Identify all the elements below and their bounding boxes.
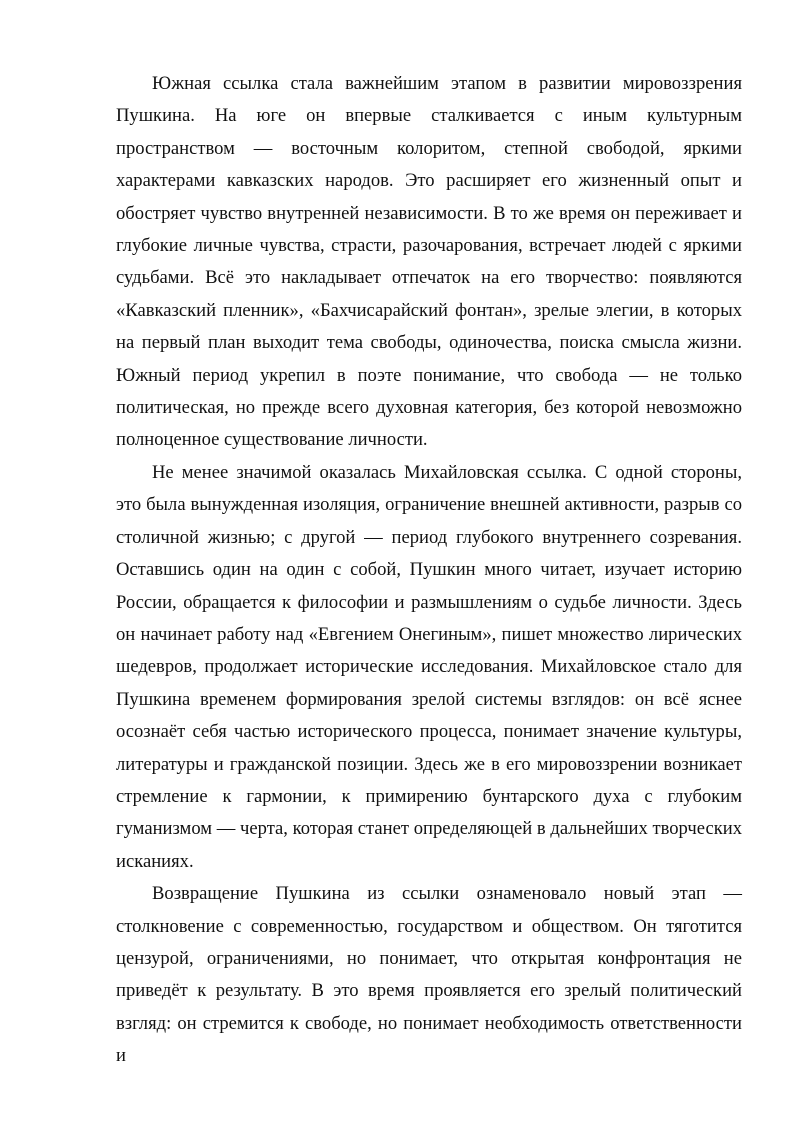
paragraph-return-from-exile: Возвращение Пушкина из ссылки ознаменовало новый этап — столкновение с современностью, государством и обществом. Он тяготится цензурой, ограничениями, но понимает, что открытая конфронтация не приведёт к результату. В это время проявляется его зрелый политический взгляд: он стремится к свободе, но понимает необходимость ответственности и (116, 883, 742, 1067)
document-page (116, 68, 742, 1073)
paragraph-southern-exile: Южная ссылка стала важнейшим этапом в развитии мировоззрения Пушкина. На юге он впервые сталкивается с иным культурным пространством — восточным колоритом, степной свободой, яркими характерами кавказских народов. Это расширяет его жизненный опыт и обостряет чувство внутренней независимости. В то же время он переживает и глубокие личные чувства, страсти, разочарования, встречает людей с яркими судьбами. Всё это накладывает отпечаток на его творчество: появляются «Кавказский пленник», «Бахчисарайский фонтан», зрелые элегии, в которых на первый план выходит тема свободы, одиночества, поиска смысла жизни. Южный период укрепил в поэте понимание, что свобода — не только политическая, но прежде всего духовная категория, без которой невозможно полноценное существование личности. (116, 73, 742, 451)
paragraph-mikhailovskoe-exile: Не менее значимой оказалась Михайловская ссылка. С одной стороны, это была вынужденная изоляция, ограничение внешней активности, разрыв со столичной жизнью; с другой — период глубокого внутреннего созревания. Оставшись один на один с собой, Пушкин много читает, изучает историю России, обращается к философии и размышлениям о судьбе личности. Здесь он начинает работу над «Евгением Онегиным», пишет множество лирических шедевров, продолжает исторические исследования. Михайловское стало для Пушкина временем формирования зрелой системы взглядов: он всё яснее осознаёт себя частью исторического процесса, понимает значение культуры, литературы и гражданской позиции. Здесь же в его мировоззрении возникает стремление к гармонии, к примирению бунтарского духа с глубоким гуманизмом — черта, которая станет определяющей в дальнейших творческих исканиях. (116, 461, 742, 872)
